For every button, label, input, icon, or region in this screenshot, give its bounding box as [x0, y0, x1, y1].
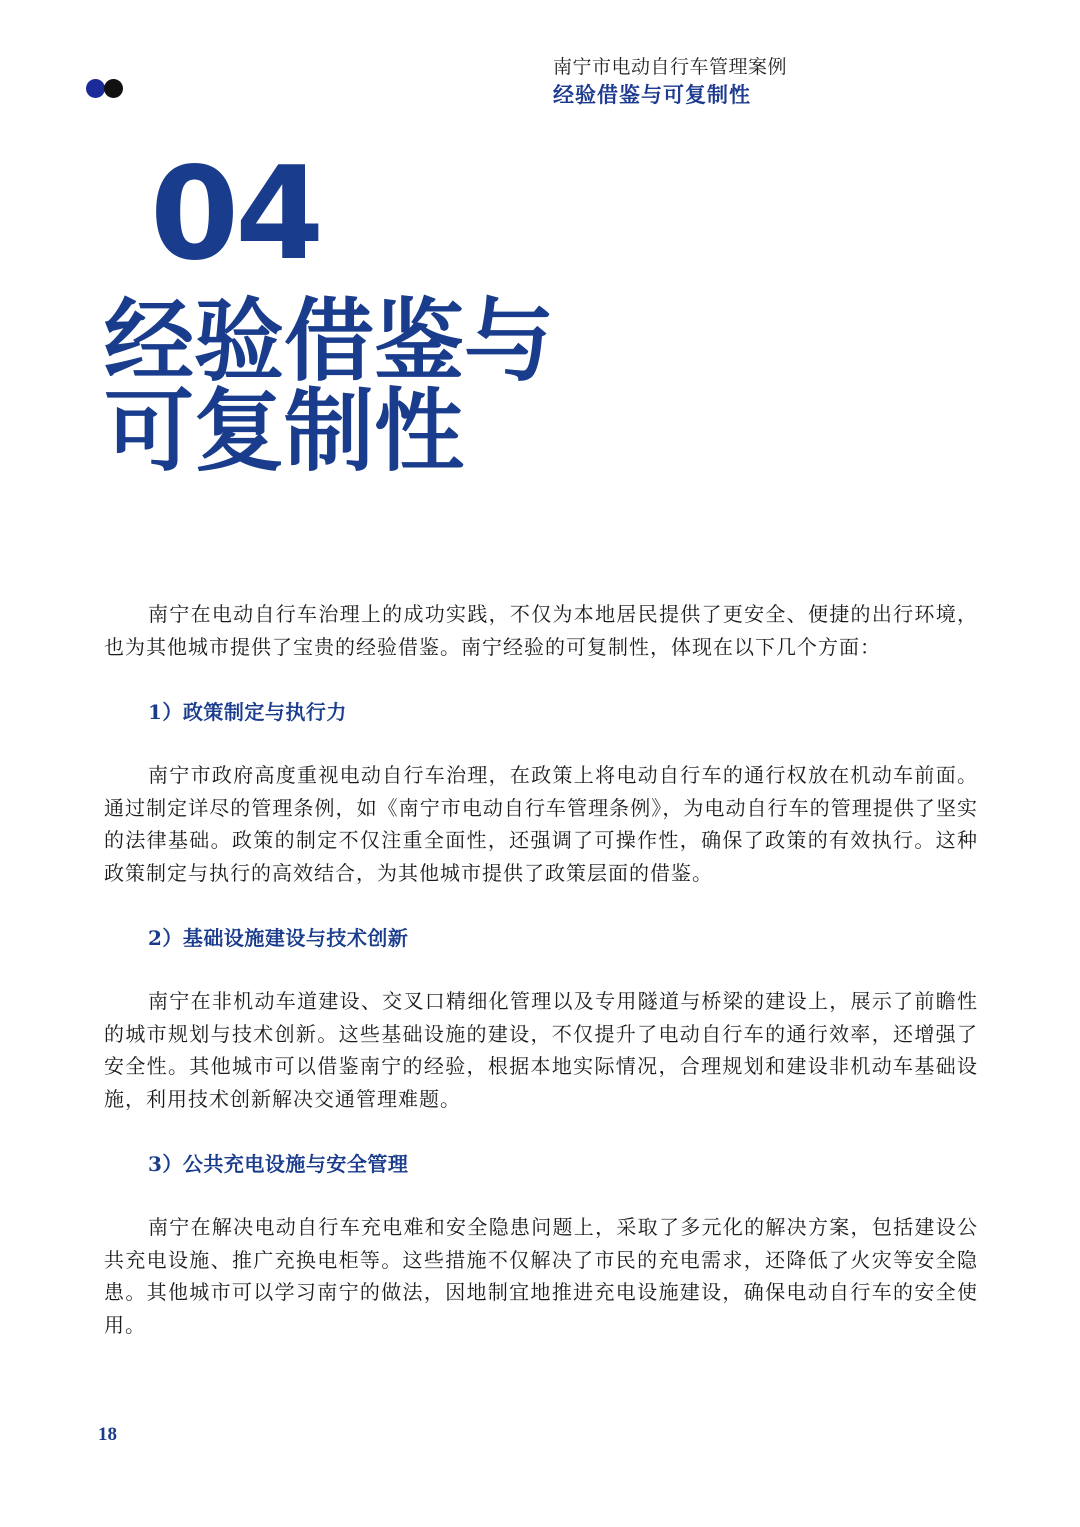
running-header-chapter: 经验借鉴与可复制性 [553, 83, 751, 107]
chapter-title [104, 288, 664, 484]
chapter-title-line-1: 经验借鉴与 [104, 288, 554, 394]
chapter-title-line-2: 可复制性 [104, 378, 464, 484]
section-heading-2: 2）基础设施建设与技术创新 [148, 926, 409, 950]
section-paragraph-3: 南宁在解决电动自行车充电难和安全隐患问题上，采取了多元化的解决方案，包括建设公共充电设施、推广充换电柜等。这些措施不仅解决了市民的充电需求，还降低了火灾等安全隐患。其他城市可以学习南宁的做法，因地制宜地推进充电设施建设，确保电动自行车的安全使用。 [104, 1215, 978, 1337]
section-paragraph-1: 南宁市政府高度重视电动自行车治理，在政策上将电动自行车的通行权放在机动车前面。通过制定详尽的管理条例，如《南宁市电动自行车管理条例》，为电动自行车的管理提供了坚实的法律基础。政策的制定不仅注重全面性，还强调了可操作性，确保了政策的有效执行。这种政策制定与执行的高效结合，为其他城市提供了政策层面的借鉴。 [104, 763, 978, 885]
body-content [104, 598, 978, 1341]
intro-paragraph: 南宁在电动自行车治理上的成功实践，不仅为本地居民提供了更安全、便捷的出行环境，也为其他城市提供了宝贵的经验借鉴。南宁经验的可复制性，体现在以下几个方面： [104, 602, 978, 659]
header-dots [86, 79, 123, 98]
blue-dot-icon [86, 79, 105, 98]
chapter-number: 04 [150, 140, 321, 289]
black-dot-icon [104, 79, 123, 98]
running-header [553, 54, 973, 110]
section-heading-1: 1）政策制定与执行力 [148, 700, 347, 724]
running-header-publication: 南宁市电动自行车管理案例 [553, 56, 788, 78]
page-number: 18 [98, 1424, 117, 1445]
section-paragraph-2: 南宁在非机动车道建设、交叉口精细化管理以及专用隧道与桥梁的建设上，展示了前瞻性的城市规划与技术创新。这些基础设施的建设，不仅提升了电动自行车的通行效率，还增强了安全性。其他城市可以借鉴南宁的经验，根据本地实际情况，合理规划和建设非机动车基础设施，利用技术创新解决交通管理难题。 [104, 989, 978, 1111]
section-heading-3: 3）公共充电设施与安全管理 [148, 1152, 409, 1176]
